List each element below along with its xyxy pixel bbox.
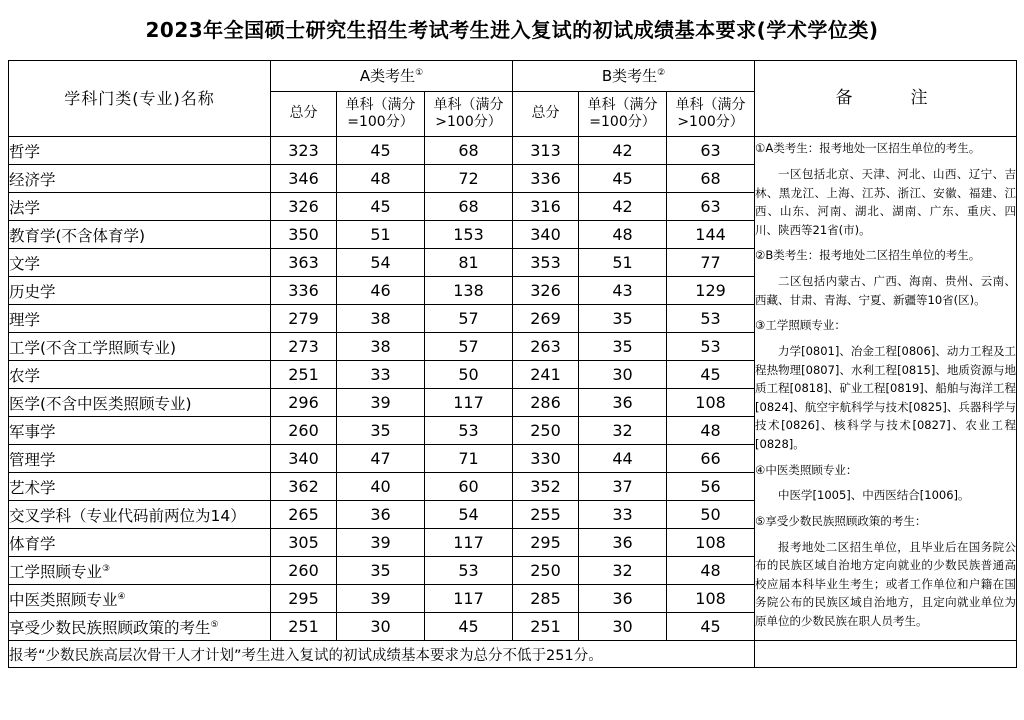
remark-title-1: ①A类考生：报考地处一区招生单位的考生。 bbox=[755, 141, 981, 156]
cell-a-total: 336 bbox=[271, 277, 337, 305]
table-footnote: 报考“少数民族高层次骨干人才计划”考生进入复试的初试成绩基本要求为总分不低于251分。 bbox=[9, 641, 755, 668]
cell-b-single-gt100: 45 bbox=[667, 361, 755, 389]
header-group-b bbox=[513, 61, 755, 92]
cell-b-single-gt100: 45 bbox=[667, 613, 755, 641]
cell-b-single-100: 43 bbox=[579, 277, 667, 305]
header-subject-column: 学科门类(专业)名称 bbox=[9, 61, 271, 137]
cell-a-total: 260 bbox=[271, 557, 337, 585]
row-subject bbox=[9, 277, 271, 305]
row-subject-label: 哲学 bbox=[9, 142, 41, 161]
cell-a-single-gt100: 57 bbox=[425, 305, 513, 333]
row-subject bbox=[9, 137, 271, 165]
cell-b-single-100: 32 bbox=[579, 417, 667, 445]
row-subject-label: 工学照顾专业 bbox=[9, 562, 103, 581]
cell-b-single-100: 51 bbox=[579, 249, 667, 277]
cell-b-single-100: 36 bbox=[579, 389, 667, 417]
remarks-body bbox=[755, 139, 1016, 630]
cell-a-total: 362 bbox=[271, 473, 337, 501]
header-group-a-label: A类考生 bbox=[359, 66, 416, 85]
cell-b-total: 313 bbox=[513, 137, 579, 165]
cell-b-total: 336 bbox=[513, 165, 579, 193]
cell-b-total: 269 bbox=[513, 305, 579, 333]
cell-a-single-gt100: 117 bbox=[425, 529, 513, 557]
row-subject-label: 教育学(不含体育学) bbox=[9, 226, 146, 245]
row-subject-label: 中医类照顾专业 bbox=[9, 590, 118, 609]
cell-a-single-gt100: 54 bbox=[425, 501, 513, 529]
cell-a-single-100: 36 bbox=[337, 501, 425, 529]
cell-b-single-100: 48 bbox=[579, 221, 667, 249]
cell-b-single-100: 30 bbox=[579, 613, 667, 641]
table-footnote-row bbox=[9, 641, 1017, 668]
cell-a-total: 363 bbox=[271, 249, 337, 277]
header-group-a-footnote-mark: ① bbox=[415, 67, 424, 78]
table-row bbox=[9, 137, 1017, 165]
cell-a-total: 251 bbox=[271, 613, 337, 641]
cell-a-single-gt100: 53 bbox=[425, 417, 513, 445]
cell-b-single-100: 36 bbox=[579, 529, 667, 557]
cell-a-single-100: 45 bbox=[337, 193, 425, 221]
cell-a-total: 295 bbox=[271, 585, 337, 613]
header-a-single-gt100-line1: 单科（满分 bbox=[433, 96, 504, 113]
cell-b-single-100: 35 bbox=[579, 333, 667, 361]
document-page bbox=[0, 14, 1024, 720]
row-subject-label: 工学(不含工学照顾专业) bbox=[9, 338, 177, 357]
cell-a-single-100: 35 bbox=[337, 557, 425, 585]
footnote-remark-spacer bbox=[755, 641, 1017, 668]
cell-a-single-gt100: 153 bbox=[425, 221, 513, 249]
cell-a-single-gt100: 68 bbox=[425, 193, 513, 221]
header-a-single-gt100-line2: >100分） bbox=[435, 114, 502, 130]
cell-a-single-gt100: 117 bbox=[425, 389, 513, 417]
row-subject-label: 理学 bbox=[9, 310, 41, 329]
cell-b-single-gt100: 108 bbox=[667, 389, 755, 417]
cell-b-single-100: 42 bbox=[579, 137, 667, 165]
cell-b-single-gt100: 68 bbox=[667, 165, 755, 193]
cell-a-total: 340 bbox=[271, 445, 337, 473]
remark-title-5: ⑤享受少数民族照顾政策的考生： bbox=[755, 513, 927, 528]
cell-a-single-100: 39 bbox=[337, 529, 425, 557]
row-subject-label: 农学 bbox=[9, 366, 41, 385]
cell-a-single-100: 40 bbox=[337, 473, 425, 501]
cell-a-single-gt100: 81 bbox=[425, 249, 513, 277]
row-subject bbox=[9, 417, 271, 445]
cell-b-single-gt100: 66 bbox=[667, 445, 755, 473]
cell-b-single-gt100: 53 bbox=[667, 305, 755, 333]
cell-a-total: 323 bbox=[271, 137, 337, 165]
row-subject-footnote-mark: ③ bbox=[102, 563, 111, 574]
cell-a-single-100: 51 bbox=[337, 221, 425, 249]
cell-a-single-gt100: 117 bbox=[425, 585, 513, 613]
cell-a-single-100: 54 bbox=[337, 249, 425, 277]
row-subject bbox=[9, 333, 271, 361]
cell-b-single-gt100: 77 bbox=[667, 249, 755, 277]
cell-b-single-gt100: 48 bbox=[667, 557, 755, 585]
cell-b-total: 326 bbox=[513, 277, 579, 305]
cell-b-single-gt100: 63 bbox=[667, 137, 755, 165]
row-subject-label: 艺术学 bbox=[9, 478, 56, 497]
cell-b-single-100: 35 bbox=[579, 305, 667, 333]
cell-a-total: 346 bbox=[271, 165, 337, 193]
cell-a-single-100: 48 bbox=[337, 165, 425, 193]
cell-b-single-100: 36 bbox=[579, 585, 667, 613]
row-subject bbox=[9, 445, 271, 473]
cell-b-single-gt100: 108 bbox=[667, 585, 755, 613]
header-b-single-gt100-line1: 单科（满分 bbox=[675, 96, 746, 113]
cell-b-total: 285 bbox=[513, 585, 579, 613]
row-subject bbox=[9, 165, 271, 193]
remark-body-1: 一区包括北京、天津、河北、山西、辽宁、吉林、黑龙江、上海、江苏、浙江、安徽、福建、江西、山东、河南、湖北、湖南、广东、重庆、四川、陕西等21省(市)。 bbox=[755, 166, 1017, 237]
remark-title-2: ②B类考生：报考地处二区招生单位的考生。 bbox=[755, 248, 981, 263]
cell-b-single-100: 44 bbox=[579, 445, 667, 473]
cell-a-total: 279 bbox=[271, 305, 337, 333]
cell-b-single-gt100: 53 bbox=[667, 333, 755, 361]
cell-a-total: 273 bbox=[271, 333, 337, 361]
remark-body-3: 力学[0801]、冶金工程[0806]、动力工程及工程热物理[0807]、水利工程[0815]、地质资源与地质工程[0818]、矿业工程[0819]、船舶与海洋工程[0824]、航空宇航科学与技术[0825]、兵器科学与技术[0826]、核科学与技术[0827]、农业工程[0828]。 bbox=[755, 343, 1017, 452]
cell-b-single-100: 30 bbox=[579, 361, 667, 389]
row-subject bbox=[9, 501, 271, 529]
header-b-total: 总分 bbox=[513, 92, 579, 137]
row-subject bbox=[9, 557, 271, 585]
cell-a-total: 350 bbox=[271, 221, 337, 249]
row-subject bbox=[9, 193, 271, 221]
cell-a-single-100: 39 bbox=[337, 389, 425, 417]
header-b-single-100-line1: 单科（满分 bbox=[587, 96, 658, 113]
cell-a-single-gt100: 60 bbox=[425, 473, 513, 501]
cell-b-single-gt100: 108 bbox=[667, 529, 755, 557]
header-b-single-100 bbox=[579, 92, 667, 137]
cell-b-total: 286 bbox=[513, 389, 579, 417]
header-a-single-100-line2: =100分） bbox=[347, 114, 414, 130]
cell-b-single-gt100: 48 bbox=[667, 417, 755, 445]
cell-a-single-gt100: 45 bbox=[425, 613, 513, 641]
header-b-single-gt100 bbox=[667, 92, 755, 137]
cell-b-total: 353 bbox=[513, 249, 579, 277]
cell-a-single-gt100: 68 bbox=[425, 137, 513, 165]
remark-body-2: 二区包括内蒙古、广西、海南、贵州、云南、西藏、甘肃、青海、宁夏、新疆等10省(区)。 bbox=[755, 274, 1017, 307]
row-subject-label: 文学 bbox=[9, 254, 41, 273]
cell-b-single-gt100: 129 bbox=[667, 277, 755, 305]
cell-a-single-gt100: 50 bbox=[425, 361, 513, 389]
remark-title-3: ③工学照顾专业： bbox=[755, 318, 846, 333]
header-a-single-gt100 bbox=[425, 92, 513, 137]
score-table-container bbox=[8, 60, 1016, 668]
row-subject-label: 法学 bbox=[9, 198, 41, 217]
cell-a-total: 251 bbox=[271, 361, 337, 389]
header-b-single-100-line2: =100分） bbox=[589, 114, 656, 130]
row-subject bbox=[9, 389, 271, 417]
cell-b-total: 340 bbox=[513, 221, 579, 249]
row-subject-label: 享受少数民族照顾政策的考生 bbox=[9, 618, 211, 637]
row-subject-label: 体育学 bbox=[9, 534, 56, 553]
cell-b-single-gt100: 50 bbox=[667, 501, 755, 529]
remark-title-4: ④中医类照顾专业： bbox=[755, 462, 858, 477]
header-b-single-gt100-line2: >100分） bbox=[677, 114, 744, 130]
row-subject bbox=[9, 529, 271, 557]
header-a-single-100-line1: 单科（满分 bbox=[345, 96, 416, 113]
cell-a-single-gt100: 138 bbox=[425, 277, 513, 305]
cell-a-single-100: 30 bbox=[337, 613, 425, 641]
cell-a-total: 296 bbox=[271, 389, 337, 417]
cell-b-single-100: 33 bbox=[579, 501, 667, 529]
header-group-a bbox=[271, 61, 513, 92]
cell-a-single-100: 45 bbox=[337, 137, 425, 165]
score-requirements-table bbox=[8, 60, 1017, 668]
cell-b-single-100: 32 bbox=[579, 557, 667, 585]
cell-a-single-100: 33 bbox=[337, 361, 425, 389]
cell-b-single-gt100: 56 bbox=[667, 473, 755, 501]
cell-a-total: 265 bbox=[271, 501, 337, 529]
cell-b-single-100: 45 bbox=[579, 165, 667, 193]
cell-b-total: 255 bbox=[513, 501, 579, 529]
remark-body-5: 报考地处二区招生单位，且毕业后在国务院公布的民族区域自治地方定向就业的少数民族普通高校应届本科毕业生考生；或者工作单位和户籍在国务院公布的民族区域自治地方，且定向就业单位为原单位的少数民族在职人员考生。 bbox=[755, 539, 1017, 629]
cell-b-total: 352 bbox=[513, 473, 579, 501]
cell-a-total: 326 bbox=[271, 193, 337, 221]
row-subject-label: 历史学 bbox=[9, 282, 56, 301]
cell-b-total: 316 bbox=[513, 193, 579, 221]
row-subject-footnote-mark: ⑤ bbox=[210, 619, 219, 630]
row-subject-label: 医学(不含中医类照顾专业) bbox=[9, 394, 192, 413]
cell-b-single-100: 37 bbox=[579, 473, 667, 501]
row-subject-label: 军事学 bbox=[9, 422, 56, 441]
remarks-cell bbox=[755, 137, 1017, 641]
table-header-row-groups bbox=[9, 61, 1017, 92]
cell-a-single-100: 38 bbox=[337, 333, 425, 361]
cell-b-total: 250 bbox=[513, 417, 579, 445]
row-subject bbox=[9, 361, 271, 389]
cell-b-total: 263 bbox=[513, 333, 579, 361]
row-subject bbox=[9, 473, 271, 501]
cell-a-single-100: 47 bbox=[337, 445, 425, 473]
header-a-total: 总分 bbox=[271, 92, 337, 137]
cell-b-single-100: 42 bbox=[579, 193, 667, 221]
cell-b-total: 330 bbox=[513, 445, 579, 473]
row-subject bbox=[9, 249, 271, 277]
cell-b-total: 251 bbox=[513, 613, 579, 641]
cell-a-single-gt100: 72 bbox=[425, 165, 513, 193]
cell-a-single-100: 39 bbox=[337, 585, 425, 613]
cell-a-single-gt100: 71 bbox=[425, 445, 513, 473]
cell-a-single-100: 38 bbox=[337, 305, 425, 333]
cell-a-single-gt100: 57 bbox=[425, 333, 513, 361]
row-subject-footnote-mark: ④ bbox=[117, 591, 126, 602]
header-group-b-label: B类考生 bbox=[601, 66, 658, 85]
row-subject-label: 交叉学科（专业代码前两位为14） bbox=[9, 506, 246, 525]
row-subject bbox=[9, 585, 271, 613]
cell-b-single-gt100: 63 bbox=[667, 193, 755, 221]
cell-b-total: 241 bbox=[513, 361, 579, 389]
cell-a-single-gt100: 53 bbox=[425, 557, 513, 585]
cell-a-single-100: 35 bbox=[337, 417, 425, 445]
remark-body-4: 中医学[1005]、中西医结合[1006]。 bbox=[778, 488, 970, 503]
header-a-single-100 bbox=[337, 92, 425, 137]
page-title: 2023年全国硕士研究生招生考试考生进入复试的初试成绩基本要求(学术学位类) bbox=[145, 18, 879, 42]
cell-a-total: 260 bbox=[271, 417, 337, 445]
row-subject-label: 经济学 bbox=[9, 170, 56, 189]
row-subject-label: 管理学 bbox=[9, 450, 56, 469]
row-subject bbox=[9, 305, 271, 333]
cell-a-total: 305 bbox=[271, 529, 337, 557]
cell-b-single-gt100: 144 bbox=[667, 221, 755, 249]
row-subject bbox=[9, 613, 271, 641]
cell-b-total: 295 bbox=[513, 529, 579, 557]
cell-a-single-100: 46 bbox=[337, 277, 425, 305]
header-group-b-footnote-mark: ② bbox=[657, 67, 666, 78]
row-subject bbox=[9, 221, 271, 249]
header-remark-column: 备 注 bbox=[755, 61, 1017, 137]
cell-b-total: 250 bbox=[513, 557, 579, 585]
